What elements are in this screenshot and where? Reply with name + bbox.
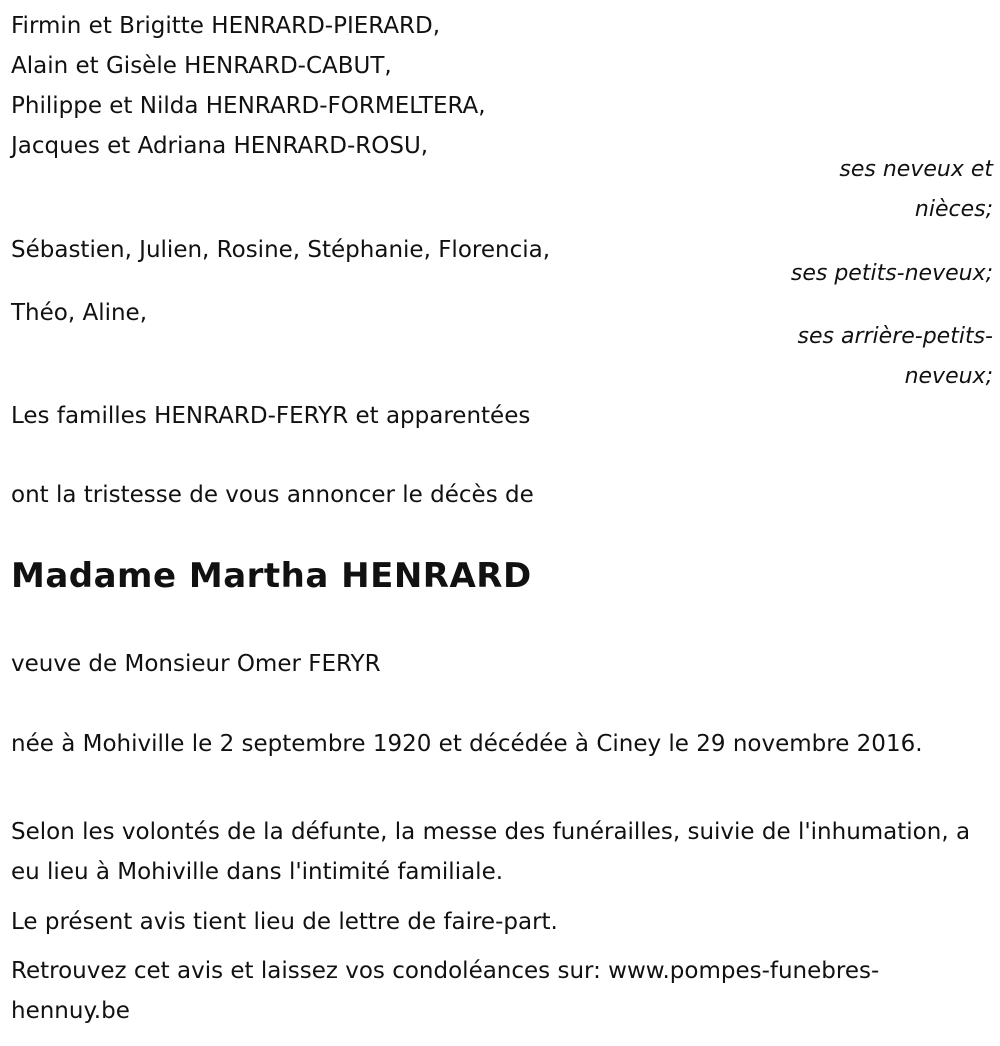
condolences-paragraph: Retrouvez cet avis et laissez vos condoléances sur: www.pompes-funebres-hennuy.be	[11, 958, 880, 1024]
family-line-2: Alain et Gisèle HENRARD-CABUT,	[11, 53, 392, 79]
funeral-info-paragraph: Selon les volontés de la défunte, la messe des funérailles, suivie de l'inhumation, a eu lieu à Mohiville dans l'intimité familiale.	[11, 819, 971, 885]
grand-nephews-line: Sébastien, Julien, Rosine, Stéphanie, Florencia,	[11, 237, 551, 263]
notice-line: Le présent avis tient lieu de lettre de faire-part.	[11, 909, 558, 935]
family-line-4: Jacques et Adriana HENRARD-ROSU,	[11, 133, 429, 159]
family-line-3: Philippe et Nilda HENRARD-FORMELTERA,	[11, 93, 486, 119]
role-great-grand-nephews-1: ses arrière-petits-	[797, 324, 993, 349]
birth-death-paragraph: née à Mohiville le 2 septembre 1920 et décédée à Ciney le 29 novembre 2016.	[11, 731, 923, 757]
role-great-grand-nephews-2: neveux;	[904, 364, 993, 389]
announcement-line: ont la tristesse de vous annoncer le décès de	[11, 482, 534, 508]
widow-of-line: veuve de Monsieur Omer FERYR	[11, 651, 381, 677]
family-line-1: Firmin et Brigitte HENRARD-PIERARD,	[11, 13, 441, 39]
families-line: Les familles HENRARD-FERYR et apparentées	[11, 403, 531, 429]
deceased-name: Madame Martha HENRARD	[11, 556, 532, 596]
role-nephews-nieces-2: nièces;	[914, 197, 993, 222]
role-nephews-nieces-1: ses neveux et	[839, 157, 993, 182]
role-grand-nephews: ses petits-neveux;	[790, 261, 993, 286]
great-grand-nephews-line: Théo, Aline,	[11, 300, 148, 326]
